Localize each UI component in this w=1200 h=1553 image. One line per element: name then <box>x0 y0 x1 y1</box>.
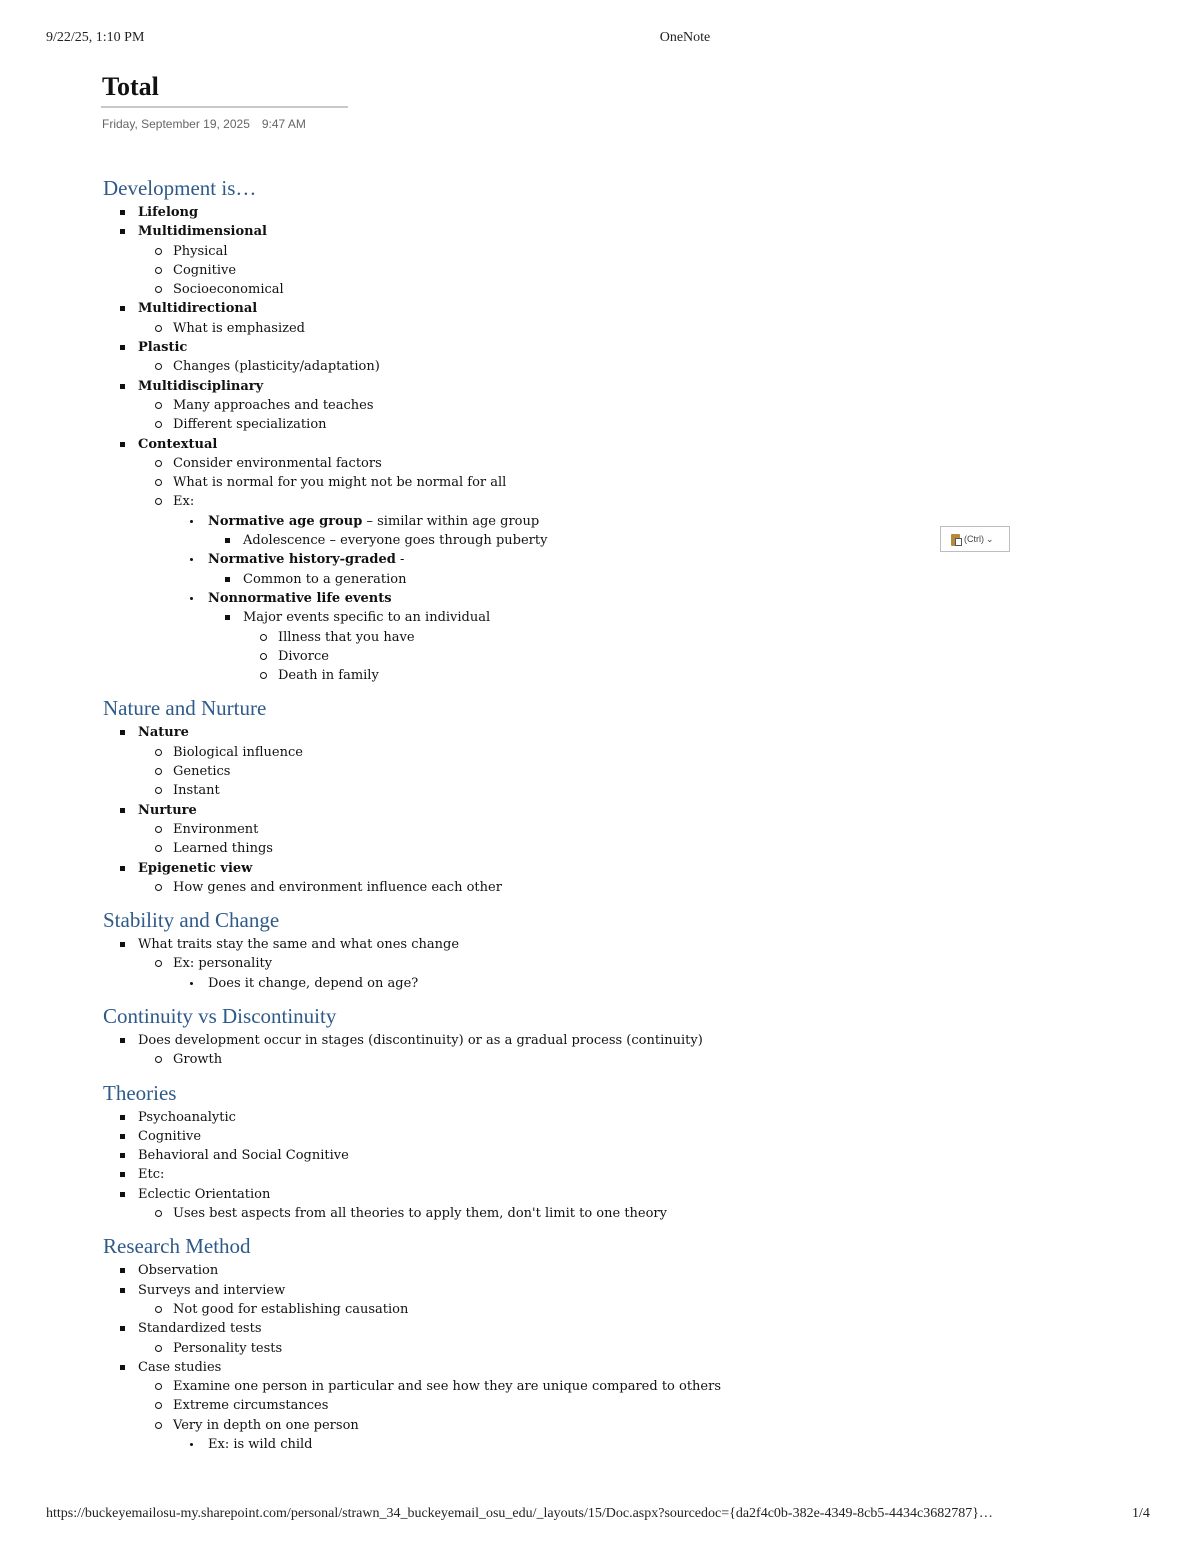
bullet-list-level-2 <box>138 1300 1103 1319</box>
bullet-list-level-2 <box>138 242 1103 300</box>
list-item[interactable] <box>243 628 1103 647</box>
list-item[interactable] <box>103 1165 1103 1184</box>
list-item-text: Physical <box>173 243 228 259</box>
list-item-text: Epigenetic view <box>138 860 253 876</box>
list-item[interactable] <box>103 1281 1103 1320</box>
list-item[interactable] <box>103 1108 1103 1127</box>
bullet-list-level-1 <box>103 935 1103 993</box>
list-item-text: Eclectic Orientation <box>138 1186 271 1202</box>
section-heading[interactable]: Research Method <box>103 1234 251 1259</box>
list-item-suffix: - <box>395 552 405 568</box>
list-item[interactable] <box>138 954 1103 993</box>
list-item-text: Psychoanalytic <box>138 1109 236 1125</box>
list-item[interactable] <box>103 435 1103 686</box>
section-heading[interactable]: Nature and Nurture <box>103 696 267 721</box>
list-item[interactable] <box>173 589 1103 685</box>
list-item[interactable] <box>103 338 1103 377</box>
list-item-text: Different specialization <box>173 417 327 433</box>
list-item[interactable] <box>208 531 1103 550</box>
chevron-down-icon: ⌄ <box>986 533 994 544</box>
bullet-list-level-1 <box>103 723 1103 897</box>
list-item[interactable] <box>138 781 1103 800</box>
list-item-text: Ex: <box>173 494 195 510</box>
list-item[interactable] <box>138 454 1103 473</box>
list-item-text: Standardized tests <box>138 1321 262 1337</box>
list-item-text: Socioeconomical <box>173 282 284 298</box>
list-item[interactable] <box>138 280 1103 299</box>
list-item[interactable] <box>173 1435 1103 1454</box>
bullet-list-level-2 <box>138 454 1103 686</box>
list-item[interactable] <box>138 396 1103 415</box>
list-item-text: Environment <box>173 821 259 837</box>
list-item[interactable] <box>103 1146 1103 1165</box>
bullet-list-level-2 <box>138 954 1103 993</box>
list-item-text: Multidimensional <box>138 224 267 240</box>
list-item-text: Nature <box>138 725 189 741</box>
list-item-text: Very in depth on one person <box>173 1417 359 1433</box>
list-item-text: Growth <box>173 1052 223 1068</box>
list-item-text: Multidisciplinary <box>138 378 264 394</box>
list-item[interactable] <box>138 1339 1103 1358</box>
list-item-text: Genetics <box>173 764 231 780</box>
bullet-list-level-5 <box>243 628 1103 686</box>
list-item[interactable] <box>243 647 1103 666</box>
bullet-list-level-2 <box>138 396 1103 435</box>
bullet-list-level-1 <box>103 203 1103 685</box>
list-item-text: Extreme circumstances <box>173 1398 329 1414</box>
bullet-list-level-1 <box>103 1261 1103 1454</box>
list-item-text: Adolescence – everyone goes through puberty <box>243 533 548 549</box>
list-item[interactable] <box>103 1261 1103 1280</box>
list-item-text: Personality tests <box>173 1340 283 1356</box>
bullet-list-level-1 <box>103 1031 1103 1070</box>
bullet-list-level-3 <box>173 1435 1103 1454</box>
list-item-text: Observation <box>138 1263 219 1279</box>
print-app-name: OneNote <box>659 30 711 45</box>
outline-section <box>103 1001 1103 1070</box>
bullet-list-level-3 <box>173 512 1103 686</box>
list-item[interactable] <box>103 1185 1103 1224</box>
bullet-list-level-2 <box>138 1050 1103 1069</box>
list-item-text: Learned things <box>173 841 273 857</box>
list-item-text: Instant <box>173 783 220 799</box>
list-item[interactable] <box>138 839 1103 858</box>
list-item-text: Nonnormative life events <box>208 590 392 606</box>
list-item[interactable] <box>138 357 1103 376</box>
section-heading[interactable]: Theories <box>103 1080 177 1105</box>
section-heading[interactable]: Continuity vs Discontinuity <box>103 1003 337 1028</box>
bullet-list-level-2 <box>138 878 1103 897</box>
list-item-text: Examine one person in particular and see how they are unique compared to others <box>173 1379 722 1395</box>
bullet-list-level-4 <box>208 608 1103 685</box>
list-item[interactable] <box>103 723 1103 800</box>
list-item-text: Contextual <box>138 436 218 452</box>
bullet-list-level-2 <box>138 1377 1103 1454</box>
list-item-text: Ex: is wild child <box>208 1437 313 1453</box>
list-item[interactable] <box>138 473 1103 492</box>
list-item[interactable] <box>173 512 1103 551</box>
list-item[interactable] <box>138 319 1103 338</box>
bullet-list-level-2 <box>138 1339 1103 1358</box>
list-item[interactable] <box>138 743 1103 762</box>
list-item-text: Ex: personality <box>173 956 273 972</box>
list-item-text: Lifelong <box>138 205 199 220</box>
list-item-text: Changes (plasticity/adaptation) <box>173 359 380 375</box>
bullet-list-level-3 <box>173 974 1103 993</box>
outline-section <box>103 1231 1103 1454</box>
outline-section <box>103 693 1103 897</box>
list-item[interactable] <box>103 299 1103 338</box>
list-item[interactable] <box>138 1050 1103 1069</box>
list-item-text: Normative age group <box>208 513 363 529</box>
list-item[interactable] <box>173 974 1103 993</box>
list-item[interactable] <box>208 608 1103 685</box>
list-item-text: Nurture <box>138 802 197 818</box>
bullet-list-level-2 <box>138 357 1103 376</box>
list-item[interactable] <box>103 222 1103 299</box>
list-item[interactable] <box>208 570 1103 589</box>
bullet-list-level-2 <box>138 743 1103 801</box>
page-title[interactable]: Total <box>102 72 159 101</box>
list-item[interactable] <box>138 1416 1103 1455</box>
list-item[interactable] <box>103 1127 1103 1146</box>
list-item[interactable] <box>138 261 1103 280</box>
bullet-list-level-2 <box>138 1204 1103 1223</box>
print-datetime: 9/22/25, 1:10 PM <box>46 30 145 45</box>
list-item-text: What is normal for you might not be normal for all <box>173 475 507 491</box>
list-item[interactable] <box>138 1396 1103 1415</box>
list-item[interactable] <box>138 242 1103 261</box>
outline-section <box>103 173 1103 685</box>
outline-section <box>103 905 1103 993</box>
bullet-list-level-1 <box>103 1108 1103 1224</box>
page-date: Friday, September 19, 2025 <box>102 117 250 131</box>
list-item-text: Does it change, depend on age? <box>208 975 419 991</box>
list-item-text: Plastic <box>138 340 188 356</box>
list-item[interactable] <box>138 762 1103 781</box>
bullet-list-level-2 <box>138 820 1103 859</box>
list-item-text: Divorce <box>278 648 329 664</box>
list-item[interactable] <box>138 415 1103 434</box>
list-item-text: Death in family <box>278 668 379 684</box>
list-item-text: Consider environmental factors <box>173 455 382 471</box>
list-item-text: Common to a generation <box>243 571 407 587</box>
list-item[interactable] <box>243 666 1103 685</box>
list-item[interactable] <box>173 550 1103 589</box>
bullet-list-level-2 <box>138 319 1103 338</box>
bullet-list-level-4 <box>208 531 1103 550</box>
list-item[interactable] <box>138 1300 1103 1319</box>
list-item[interactable] <box>103 801 1103 859</box>
list-item[interactable] <box>103 1319 1103 1358</box>
paste-options-label: (Ctrl) <box>964 534 984 544</box>
note-content[interactable] <box>103 173 1103 1462</box>
print-page-number: 1/4 <box>1132 1506 1150 1521</box>
list-item[interactable] <box>138 820 1103 839</box>
bullet-list-level-4 <box>208 570 1103 589</box>
list-item[interactable] <box>138 1204 1103 1223</box>
list-item-text: What is emphasized <box>173 320 305 336</box>
list-item-text: Cognitive <box>138 1128 202 1144</box>
section-heading[interactable]: Stability and Change <box>103 908 280 933</box>
list-item[interactable] <box>103 203 1103 222</box>
page-time: 9:47 AM <box>261 117 306 131</box>
list-item-text: Surveys and interview <box>138 1282 286 1298</box>
list-item-text: Multidirectional <box>138 301 258 317</box>
list-item[interactable] <box>103 935 1103 993</box>
list-item[interactable] <box>103 377 1103 435</box>
section-heading[interactable]: Development is… <box>103 176 257 200</box>
title-divider <box>101 106 348 108</box>
list-item[interactable] <box>138 1377 1103 1396</box>
list-item-text: Illness that you have <box>278 629 415 645</box>
list-item[interactable] <box>103 1031 1103 1070</box>
page-timestamp <box>102 117 318 131</box>
list-item-suffix: – similar within age group <box>362 513 540 529</box>
outline-section <box>103 1078 1103 1224</box>
list-item-text: Many approaches and teaches <box>173 397 374 413</box>
list-item[interactable] <box>103 1358 1103 1454</box>
list-item-text: Case studies <box>138 1359 222 1375</box>
list-item-text: Does development occur in stages (discontinuity) or as a gradual process (continuity) <box>138 1032 703 1048</box>
list-item-text: What traits stay the same and what ones change <box>138 937 460 953</box>
list-item-text: Not good for establishing causation <box>173 1301 409 1317</box>
list-item-text: Normative history-graded <box>208 552 396 568</box>
list-item-text: Etc: <box>138 1167 165 1183</box>
print-url: https://buckeyemailosu-my.sharepoint.com/personal/strawn_34_buckeyemail_osu_edu/_layouts/15/Doc.aspx?sourcedoc={da2f4c0b-382e-4349-8cb5-4434c3682787}… <box>46 1506 993 1521</box>
list-item-text: Uses best aspects from all theories to apply them, don't limit to one theory <box>173 1206 667 1222</box>
list-item-text: How genes and environment influence each other <box>173 879 502 895</box>
list-item-text: Cognitive <box>173 262 237 278</box>
list-item[interactable] <box>138 492 1103 685</box>
list-item-text: Biological influence <box>173 744 303 760</box>
list-item-text: Behavioral and Social Cognitive <box>138 1148 349 1164</box>
list-item-text: Major events specific to an individual <box>243 610 491 626</box>
list-item[interactable] <box>138 878 1103 897</box>
list-item[interactable] <box>103 859 1103 898</box>
